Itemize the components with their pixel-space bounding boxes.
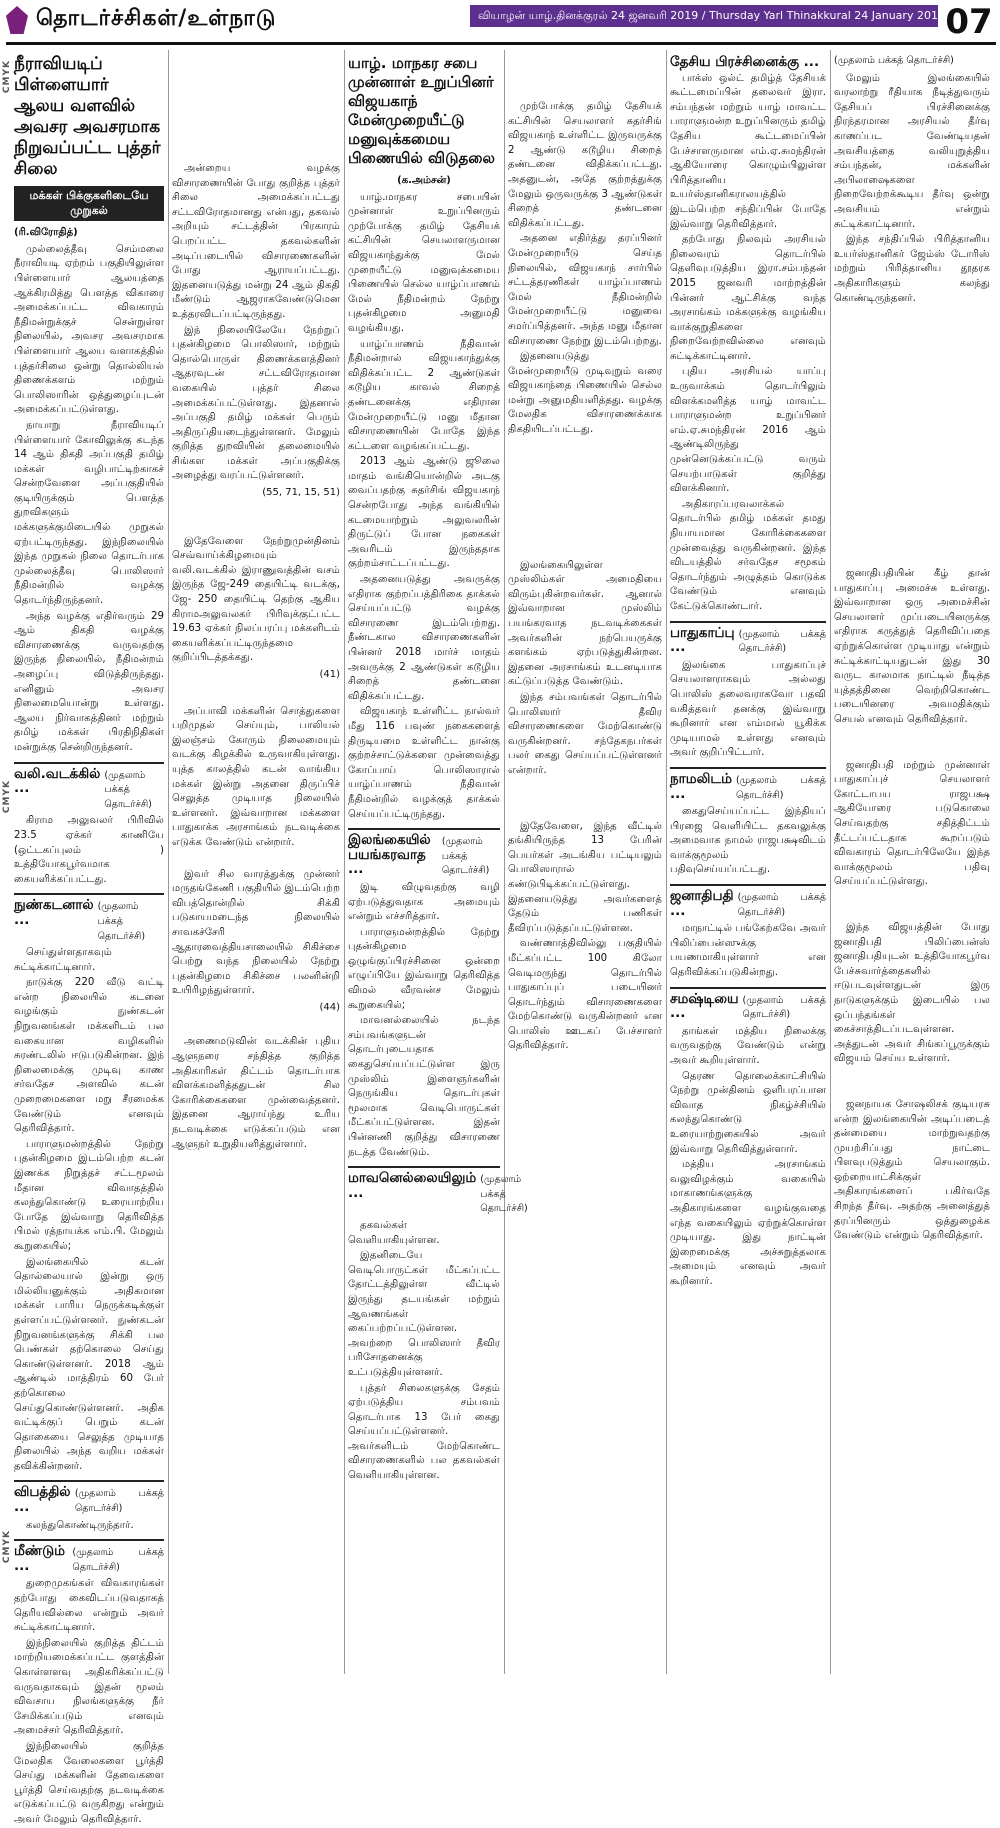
article-paragraph: இதேவேளை, இந்த வீட்டில் தங்கியிருந்த 13 பேரின் பெயர்கள் அடங்கிய பட்டியலும் பொலிஸாரால் கண்டுபிடிக்கப்பட்டுள்ளது. இதனையடுத்து அவர்களைத் தேடும் பணிகள் தீவிரப்படுத்தப்பட்டுள்ளன. — [508, 820, 662, 934]
column-3 — [348, 50, 528, 1674]
article-paragraph: அந்த வழக்கு எதிர்வரும் 29 ஆம் திகதி வழக்கு விசாரணைக்கு வருவதற்கு இருந்த நிலையில், நீதிமன்றம் அழைப்பு விடுத்திருந்தது. எனினும் அவசர நிலைமையொன்று உள்ளது. ஆலய நிர்வாகத்தினர் மற்றும் தமிழ் மக்கள் பிரதிநிதிகள் மன்றுக்கு சென்றிருந்தனர். — [14, 610, 164, 753]
article-paragraph: இந் நிலையிலேயே நேற்றுப் புதன்கிழமை பொலிஸார், மற்றும் தொல்பொருள் திணைக்களத்தினர் ஆதரவுடன் சட்டவிரோதமான வகையில் புத்தர் சிலை அமைக்கப்பட்டுள்ளது. இதனால் அப்பகுதி தமிழ் மக்கள் பெரும் அதிருப்தியடைந்துள்ளனர். மேலும் குறித்த துறவியின் தலைமையில் சிங்கள மக்கள் அப்பகுதிக்கு அழைத்து வரப்பட்டுள்ளனர். — [172, 324, 340, 482]
column-divider — [504, 50, 505, 1674]
continuation-note: (முதலாம் பக்கத் தொடர்ச்சி) — [480, 1174, 528, 1215]
article-paragraph: இவர் சில வாரத்துக்கு முன்னர் மருதங்கேணி பகுதியில் இடம்பெற்ற விபத்தொன்றில் சிக்கி படுகாயமடைந்த நிலையில் சாவகச்சேரி ஆதாரவைத்தியசாலையில் சிகிச்சை பெற்று வந்த நிலையில் நேற்று புதன்கிழமை சிகிச்சை பலனின்றி உயிரிழந்துள்ளார். — [172, 868, 341, 997]
continuation-header — [14, 762, 164, 813]
column-divider — [344, 50, 345, 1674]
article-paragraph: நாயாறு நீராவியடிப் பிள்ளையார் கோவிலுக்கு கடந்த 14 ஆம் திகதி அப்பகுதி தமிழ் மக்கள் வழிபாட்டிற்காகச் சென்றவேளை அப்பகுதியில் குடியிருக்கும் பௌத்த துறவிகளும் மக்களுக்குமிடையில் முறுகல் ஏற்பட்டிருந்தது. இந்நிலையில் இந்த முறுகல் நிலை தொடர்பாக முல்லைத்தீவு பொலிஸார் நீதிமன்றில் வழக்கு தொடர்ந்திருந்தனர். — [14, 419, 164, 607]
article-paragraph: இதேவேளை நேற்றுமுன்தினம் செவ்வாய்க்கிழமையும் வலி.வடக்கில் இராணுவத்தின் வசம் இருந்த ஜே-249 தையிட்டி வடக்கு, ஜே- 250 தையிட்டி தெற்கு ஆகிய கிராமஅலுவலகர் பிரிவுக்குட்பட்ட 19.63 ஏக்கர் நிலப்பரப்பு மக்களிடம் கையளிக்கப்பட்டிருந்தமை குறிப்பிடத்தக்கது. — [172, 535, 340, 664]
article-paragraph: யாழ்.மாநகர சபையின் முன்னாள் உறுப்பினரும் முற்போக்கு தமிழ் தேசியக் கட்சியின் செயலாளருமான விஜயகாந்துக்கு மேல் முறையீட்டு மனுவுக்கமைய பிணையில் செல்ல யாழ்ப்பாணம் மேல் நீதிமன்றம் நேற்று புதன்கிழமை அனுமதி வழங்கியது. — [348, 191, 500, 334]
article-paragraph: தற்போது நிலவும் அரசியல் நிலைவரம் தொடர்பில் தெளிவுபடுத்திய இரா.சம்பந்தன் 2015 ஜனவரி மாற்றத்தின் பின்னர் ஆட்சிக்கு வந்த அரசாங்கம் மக்களுக்கு வழங்கிய வாக்குறுதிகளை நிறைவேற்றவில்லை எனவும் சுட்டிக்காட்டினார். — [670, 234, 826, 362]
article-paragraph: நாடுக்கு 220 வீடு வட்டி என்ற நிலையில் கடனை வழங்கும் நுண்கடன் நிறுவனங்கள் மக்களிடம் பல வகையான வழிகளில் சுரண்டலில் ஈடுபடுகின்றன. இந் நிலைமைக்கு முடிவு காண சர்வதேச அளவில் கடன் முறைமைகளை மறு சீரமைக்க வேண்டும் எனவும் தெரிவித்தார். — [14, 977, 164, 1135]
cmyk-mark: CMYK — [2, 1530, 12, 1564]
column-6 — [834, 50, 990, 1674]
article-paragraph: இந்நிலையில் குறித்த திட்டம் மாற்றியமைக்கப்பட்ட குளத்தின் கொள்ளளவு அதிகரிக்கப்பட்டு வருவதாகவும் இதன் மூலம் விவசாய நிலங்களுக்கு நீர் சேமிக்கப்படும் எனவும் அமைச்சர் தெரிவித்தார். — [14, 1637, 164, 1737]
article-paragraph: அதனையடுத்து அவருக்கு எதிராக குற்றப்பத்திரிகை தாக்கல் செய்யப்பட்டு வழக்கு விசாரணை இடம்பெற்றது. நீண்டகால விசாரணைகளின் பின்னர் 2018 மார்ச் மாதம் அவருக்கு 2 ஆண்டுகள் கடூழிய சிறைத் தண்டனை விதிக்கப்பட்டது. — [348, 574, 500, 702]
article-paragraph: கைதுசெய்யப்பட்ட இந்தியப் பிரஜை வெளியிட்ட தகவலுக்கு அமைவாக நாமல் ராஜபக்ஷவிடம் வாக்குமூலம் பதிவுசெய்யப்பட்டது. — [670, 806, 826, 876]
article-paragraph: பாராளுமன்றத்தில் நேற்று புதன்கிழமை ஒழுங்குப்பிரச்சினை ஒன்றை எழுப்பியே இவ்வாறு தெரிவித்த விமல் வீரவன்ச மேலும் கூறுகையில்; — [348, 926, 500, 1011]
article-paragraph: தகவல்கள் வெளியாகியுள்ளன. — [348, 1219, 440, 1246]
continuation-title: மாவனெல்லையிலும் ... — [348, 1170, 477, 1201]
article-paragraph: ஜனநாயக சோஷலிசக் குடியரசு என்ற இலங்கையின் அடிப்படைத் தன்மையை மாற்றுவதற்கு முயற்சிப்பது நாட்டை பிளவுபடுத்தும் செயலாகும். ஒற்றையாட்சிக்குள் அதிகாரங்களைப் பகிர்வதே சிறந்த தீர்வு. அதற்கு அனைத்துத் தரப்பினரும் ஒத்துழைக்க வேண்டும் என்றும் தெரிவித்தார். — [834, 1098, 990, 1242]
section-title: தொடர்ச்சிகள்/உள்நாடு — [36, 6, 277, 31]
continuation-note: (முதலாம் பக்கத் தொடர்ச்சி) — [834, 55, 954, 66]
column-4 — [508, 50, 662, 1674]
article-paragraph: யாழ்ப்பாணம் நீதிவான் நீதிமன்றால் விஜயகாந்துக்கு விதிக்கப்பட்ட 2 ஆண்டுகள் கடூழிய காவல் சிறைத் தண்டனைக்கு எதிரான மேன்முறையீட்டு மனு மீதான விசாரணையின் போதே இந்த கட்டளை வழங்கப்பட்டது. — [348, 338, 500, 452]
article-paragraph: மாவனல்லையில் நடந்த சம்பவங்களுடன் தொடர்புடையதாக கைதுசெய்யப்பட்டுள்ள இரு முஸ்லிம் இளைஞர்களின் நெருங்கிய தொடர்புகள் மூலமாக வெடிபொருட்கள் மீட்கப்பட்டுள்ளன. இதன் பின்னணி குறித்து விசாரணை நடத்த வேண்டும். — [348, 1015, 500, 1158]
continuation-note: (முதலாம் பக்கத் தொடர்ச்சி) — [441, 836, 490, 877]
continuation-title: விபத்தில் ... — [14, 1484, 71, 1516]
continuation-header — [670, 767, 826, 803]
subhead-buddha-statue: மக்கள் பிக்குகளிடையே முறுகல் — [14, 186, 164, 221]
article-paragraph: இதனையடுத்து மேன்முறையீடு முடிவுறும் வரை விஜயகாந்தை பிணையில் செல்ல மன்று அனுமதியளித்தது. வழக்கு மேலதிக விசாரணைக்காக திகதியிடப்பட்டது. — [508, 351, 662, 436]
continuation-note: (முதலாம் பக்கத் தொடர்ச்சி) — [97, 901, 146, 942]
continuation-title: ஜனாதிபதி ... — [670, 888, 734, 919]
article-paragraph: துறைமுகங்கள் விவகாரங்கள் தற்போது கைவிடப்படுவதாகத் தெரியவில்லை என்றும் அவர் சுட்டிக்காட்டினார். — [14, 1578, 164, 1634]
continuation-title: நுண்கடனால் ... — [14, 897, 94, 928]
continuation-note: (முதலாம் பக்கத் தொடர்ச்சி) — [735, 774, 826, 801]
article-paragraph: வண்ணாத்திவில்லு பகுதியில் மீட்கப்பட்ட 100 கிலோ வெடிமருந்து தொடர்பில் பாதுகாப்புப் படையினர் தொடர்ந்தும் விசாரணைகளை மேற்கொண்டு வருகின்றனர் என பொலிஸ் ஊடகப் பேச்சாளர் தெரிவித்தார். — [508, 938, 662, 1052]
article-paragraph: முல்லைத்தீவு செம்மலை நீராவியடி ஏற்றம் பகுதியிலுள்ள பிள்ளையார் ஆலயத்தை ஆக்கிரமித்து பௌத்த விகாரை அமைக்கப்பட்ட விவகாரம் நீதிமன்றுக்குச் சென்றுள்ள நிலையில், அவசர அவசரமாக பிள்ளையார் ஆலய வளாகத்தில் புத்தர்சிலை ஒன்று தொல்லியல் திணைக்களம் மற்றும் பொலிஸாரின் ஒத்துழைப்புடன் அமைக்கப்பட்டுள்ளது. — [14, 243, 164, 416]
header-rule — [6, 42, 996, 45]
article-paragraph: முற்போக்கு தமிழ் தேசியக் கட்சியின் செயலாளர் சுதர்சிங் விஜயகாந் உள்ளிட்ட இருவருக்கு 2 ஆண்டு கடூழிய சிறைத் தண்டனை விதிக்கப்பட்டது. அதனுடன், அதே குற்றத்துக்கு மேலும் ஒருவருக்கு 3 ஆண்டுகள் சிறைத் தண்டனை விதிக்கப்பட்டது. — [508, 101, 662, 229]
continuation-title: வலி.வடக்கில் ... — [14, 765, 101, 797]
article-paragraph: அதிகாரப்பரவலாக்கல் தொடர்பில் தமிழ் மக்கள் தமது நியாயமான கோரிக்கைகளை முன்வைத்து வருகின்றனர். இந்த விடயத்தில் சர்வதேச சமூகம் தொடர்ந்தும் அழுத்தம் கொடுக்க வேண்டும் எனவும் கேட்டுக்கொண்டார். — [670, 498, 826, 612]
continuation-title: தேசிய பிரச்சினைக்கு ... — [670, 54, 820, 70]
continuation-note: (முதலாம் பக்கத் தொடர்ச்சி) — [72, 1547, 164, 1573]
newspaper-logo-icon — [6, 6, 28, 34]
reference-number: (44) — [319, 1001, 340, 1013]
article-paragraph: மேலும் இலங்கையில் வரலாற்று ரீதியாக நீடித்துவரும் தேசியப் பிரச்சினைக்கு நிரந்தரமான அரசியல் தீர்வு காணப்பட வேண்டியதன் அவசியத்தை வலியுறுத்திய சம்பந்தன், மக்களின் அபிலாஷைகளை நிறைவேற்றக்கூடிய தீர்வு ஒன்று அவசியம் என்றும் சுட்டிக்காட்டினார். — [834, 72, 990, 230]
article-paragraph: கலந்துகொண்டிருந்தார். — [26, 1519, 134, 1531]
article-paragraph: அணைமடுவின் வடக்கின் புதிய ஆளுநரை சந்தித்த குறித்த அதிகாரிகள் திட்டம் தொடர்பாக விளக்கமளித்ததுடன் சில கோரிக்கைகளை முன்வைத்தனர். இதனை ஆராய்ந்து உரிய நடவடிக்கை எடுக்கப்படும் என ஆளுநர் உறுதியளித்துள்ளார். — [172, 1036, 340, 1150]
continuation-header — [670, 884, 826, 920]
article-paragraph: இந்த சந்திப்பில் பிரித்தானிய உயர்ஸ்தானிகர் ஜேம்ஸ் டோரிஸ் மற்றும் பிரித்தானிய தூதரக அதிகாரிகளும் கலந்து கொண்டிருந்தனர். — [834, 234, 990, 304]
continuation-note: (முதலாம் பக்கத் தொடர்ச்சி) — [74, 1488, 164, 1515]
continuation-header — [670, 621, 826, 657]
article-paragraph: இலங்கை பாதுகாப்புச் செயலாளராகவும் அல்லது பொலிஸ் தலைவராகவோ பதவி வகித்தவர் தனக்கு இவ்வாறு கூறினார் என எம்மால் யூகிக்க முடியாமல் உள்ளது எனவும் அவர் குறிப்பிட்டார். — [670, 659, 826, 759]
column-5 — [670, 50, 826, 1674]
headline-buddha-statue: நீராவியடிப் பிள்ளையார் ஆலய வளவில் அவசர அவசரமாக நிறுவப்பட்ட புத்தர் சிலை — [14, 54, 161, 179]
continuation-note: (முதலாம் பக்கத் தொடர்ச்சி) — [738, 628, 826, 655]
continuation-title: மீண்டும் ... — [14, 1543, 65, 1574]
article-paragraph: ஜனாதிபதி மற்றும் முன்னாள் பாதுகாப்புச் செயலாளர் கோட்டாபய ராஜபக்ஷ ஆகியோரை படுகொலை செய்வதற்கு சதித்திட்டம் தீட்டப்பட்டதாக கூறப்படும் விவகாரம் தொடர்பிலேயே இந்த வாக்குமூலம் பதிவு செய்யப்பட்டுள்ளது. — [834, 759, 990, 888]
cmyk-mark: CMYK — [2, 780, 12, 814]
article-paragraph: இதனிடையே வெடிபொருட்கள் மீட்கப்பட்ட தோட்டத்திலுள்ள வீட்டில் இருந்து தடயங்கள் மற்றும் ஆவணங்கள் கைப்பற்றப்பட்டுள்ளன. அவற்றை பொலிஸார் தீவிர பரிசோதனைக்கு உட்படுத்தியுள்ளனர். — [348, 1250, 500, 1378]
article-paragraph: செய்துள்ளதாகவும் சுட்டிக்காட்டினார். — [14, 947, 112, 973]
article-paragraph: இடி விழுவதற்கு வழி ஏற்படுத்துவதாக அமையும் என்றும் எச்சரித்தார். — [348, 881, 500, 923]
continuation-title: பாதுகாப்பு ... — [670, 624, 735, 656]
date-band: வியாழன் யாழ்.தினக்குரல் 24 ஜனவரி 2019 / Thursday Yarl Thinakkural 24 January 2019 — [470, 5, 938, 27]
cmyk-mark: CMYK — [2, 60, 12, 94]
continuation-header — [670, 52, 826, 70]
article-paragraph: புதிய அரசியல் யாப்பு உருவாக்கம் தொடர்பிலும் விளக்கமளித்த யாழ் மாவட்ட பாராளுமன்ற உறுப்பினர் எம்.ஏ.சுமந்திரன் 2016 ஆம் ஆண்டிலிருந்து முன்னெடுக்கப்பட்டு வரும் செயற்பாடுகள் குறித்து விளக்கினார். — [670, 366, 826, 495]
article-paragraph: விஜயகாந் உள்ளிட்ட நால்வர் மீது 116 பவுண் நகைகளைத் திருடியமை உள்ளிட்ட நான்கு குற்றச்சாட்டுக்களை முன்வைத்து கோப்பாய் பொலிஸாரால் யாழ்ப்பாணம் நீதிவான் நீதிமன்றில் வழக்குத் தாக்கல் செய்யப்பட்டிருந்தது. — [348, 706, 500, 820]
article-paragraph: இந்த விஜயத்தின் போது ஜனாதிபதி பிலிப்பைன்ஸ் ஜனாதிபதியுடன் உத்தியோகபூர்வ பேச்சுவார்த்தைகளில் ஈடுபடவுள்ளதுடன் இரு நாடுகளுக்கும் இடையில் பல ஒப்பந்தங்கள் கைச்சாத்திடப்படவுள்ளன. அத்துடன் அவர் சிங்கப்பூருக்கும் விஜயம் செய்ய உள்ளார். — [834, 921, 990, 1065]
continuation-note: (முதலாம் பக்கத் தொடர்ச்சி) — [742, 994, 826, 1021]
column-divider — [666, 50, 667, 1674]
article-paragraph: அன்றைய வழக்கு விசாரணையின் போது குறித்த புத்தர் சிலை அமைக்கப்பட்டது சட்டவிரோதமானது என்பது, தகவல் அறியும் சட்டத்தின் பிரகாரம் பெறப்பட்ட தகவல்களின் அடிப்படையில் விசாரணைகளின் போது ஆராயப்பட்டது. இதனையடுத்து மன்று 24 ஆம் திகதி மீண்டும் ஆஜராகவேண்டுமென உத்தரவிடப்பட்டிருந்தது. — [172, 163, 340, 320]
reference-number: (55, 71, 15, 51) — [262, 487, 340, 499]
article-paragraph: புத்தர் சிலைகளுக்கு சேதம் ஏற்படுத்திய சம்பவம் தொடர்பாக 13 பேர் கைது செய்யப்பட்டுள்ளனர். அவர்களிடம் மேற்கொண்ட விசாரணைகளில் பல தகவல்கள் வெளியாகியுள்ளன. — [348, 1382, 500, 1482]
article-paragraph: இந்நிலையில் குறித்த மேலதிக வேலைகளை பூர்த்தி செய்து மக்களின் தேவைகளை பூர்த்தி செய்வதற்கு நடவடிக்கை எடுக்கப்பட்டு வருகிறது என்றும் அவர் மேலும் தெரிவித்தார். — [14, 1740, 164, 1825]
article-paragraph: இலங்கையிலுள்ள முஸ்லிம்கள் அமைதியை விரும்புகின்றவர்கள். ஆனால் இவ்வாறான முஸ்லிம் பயங்கரவாத நடவடிக்கைகள் அவர்களின் நற்பெயருக்கு களங்கம் ஏற்படுத்துகின்றன. இதனை அரசாங்கம் உடனடியாக கட்டுப்படுத்த வேண்டும். — [508, 559, 662, 688]
column-1 — [14, 50, 164, 1825]
article-paragraph: பாராளுமன்றத்தில் நேற்று புதன்கிழமை இடம்பெற்ற கடன் இணக்க நிறுத்தச் சட்டமூலம் மீதான விவாதத்தில் கலந்துகொண்டு உரையாற்றிய போதே இவ்வாறு தெரிவித்த பிமல் ரத்நாயக்க எம்.பி. மேலும் கூறுகையில்; — [14, 1138, 164, 1252]
byline: (க.அம்சன்) — [397, 175, 451, 186]
continuation-title: நாமலிடம் ... — [670, 770, 732, 802]
article-paragraph: மாநாட்டில் பங்கேற்கவே அவர் பிலிப்பைன்ஸுக்கு பயணமாகியுள்ளார் என தெரிவிக்கப்படுகின்றது. — [670, 923, 826, 979]
continuation-note: (முதலாம் பக்கத் தொடர்ச்சி) — [104, 769, 152, 810]
continuation-header — [14, 893, 164, 944]
continuation-header — [348, 828, 500, 879]
article-paragraph: இந்த சம்பவங்கள் தொடர்பில் பொலிஸார் தீவிர விசாரணைகளை மேற்கொண்டு வருகின்றனர். சந்தேகநபர்கள் பலர் கைது செய்யப்பட்டுள்ளனர் என்றார். — [508, 692, 662, 776]
article-paragraph: 2013 ஆம் ஆண்டு ஜூலை மாதம் வங்கியொன்றில் அடகு வைப்பதற்கு சுதர்சிங் விஜயகாந் சென்றபோது அந்த வங்கியில் கடமையாற்றும் அலுவலரின் திருட்டுப் போன நகைகள் அவரிடம் இருந்ததாக குற்றம்சாட்டப்பட்டது. — [348, 456, 500, 570]
column-divider — [830, 50, 831, 1674]
headline-jaffna-council: யாழ். மாநகர சபை முன்னாள் உறுப்பினர் விஜயகாந் மேன்முறையீட்டு மனுவுக்கமைய பிணையில் விடுதலை — [348, 54, 495, 167]
article-paragraph: தாங்கள் மத்திய நிலைக்கு வருவதற்கு வேண்டும் என்று அவர் கூறியுள்ளார். — [670, 1025, 826, 1066]
article-paragraph: பாக்ஸ் ஒல்ட் தமிழ்த் தேசியக் கூட்டமைப்பின் தலைவர் இரா. சம்பந்தன் மற்றும் யாழ் மாவட்ட பாராளுமன்ற உறுப்பினரும் தமிழ் தேசிய கூட்டமைப்பின் பேச்சாளருமான எம்.ஏ.சுமந்திரன் ஆகியோரை கொழும்பிலுள்ள பிரித்தானிய உயர்ஸ்தானிகராலயத்தில் இடம்பெற்ற சந்திப்பின் போதே இவ்வாறு தெரிவித்தார். — [670, 72, 826, 230]
page-number: 07 — [945, 2, 993, 42]
byline: (ரி.விரோதித்) — [14, 227, 78, 239]
column-divider — [168, 50, 169, 1674]
article-paragraph: கிராம அலுவலர் பிரிவில் 23.5 ஏக்கர் காணியே (ஒட்டகப்புலம் ) உத்தியோகபூர்வமாக கையளிக்கப்பட்டது. — [14, 815, 164, 885]
continuation-title: சமஷ்டியை ... — [670, 990, 739, 1022]
article-paragraph: தெரண தொலைக்காட்சியில் நேற்று முன்தினம் ஒளிபரப்பான விவாத நிகழ்ச்சியில் கலந்துகொண்டு உரையாற்றுகையில் அவர் இவ்வாறு தெரிவித்துள்ளார். — [670, 1070, 826, 1155]
continuation-header — [14, 1480, 164, 1516]
article-paragraph: இலங்கையில் கடன் தொல்லையால் இன்று ஒரு மில்லியனுக்கும் அதிகமான மக்கள் பாரிய நெருக்கடிக்குள் தள்ளப்பட்டுள்ளனர். நுண்கடன் நிறுவனங்களுக்கு சிக்கி பல பெண்கள் தற்கொலை செய்து கொண்டுள்ளனர். 2018 ஆம் ஆண்டில் மாத்திரம் 60 பேர் தற்கொலை செய்துகொண்டுள்ளனர். அதிக வட்டிக்குப் பெறும் கடன் தொகையை செலுத்த முடியாத நிலையில் அந்த வறிய மக்கள் தவிக்கின்றனர். — [14, 1256, 164, 1472]
article-paragraph: அதனை எதிர்த்து தரப்பினர் மேன்முறையீடு செய்த நிலையில், விஜயகாந் சார்பில் சட்டத்தரணிகள் யாழ்ப்பாணம் மேல் நீதிமன்றில் மேன்முறையீட்டு மனுவை சமர்ப்பித்தனர். அந்த மனு மீதான விசாரணை நேற்று இடம்பெற்றது. — [508, 233, 662, 347]
continuation-note: (முதலாம் பக்கத் தொடர்ச்சி) — [737, 892, 826, 918]
article-paragraph: மத்திய அரசாங்கம் வலுவிழக்கும் வகையில் மாகாணங்களுக்கு அதிகாரங்களை வழங்குவதை எந்த வகையிலும் ஏற்றுக்கொள்ள முடியாது. இது நாட்டின் இறைமைக்கு அச்சுறுத்தலாக அமையும் எனவும் அவர் கூறினார். — [670, 1159, 826, 1287]
reference-number: (41) — [319, 669, 340, 680]
continuation-header — [14, 1539, 164, 1575]
continuation-title: இலங்கையில் பயங்கரவாத ... — [348, 832, 431, 878]
continuation-header — [670, 987, 826, 1023]
column-2 — [172, 50, 340, 1674]
article-paragraph: அப்பாவி மக்களின் சொத்துகளை பறிமுதல் செய்யும், பாலியல் இலஞ்சம் கோரும் நிலைமையும் வடக்கு கிழக்கில் உருவாகியுள்ளது. யுத்த காலத்தில் கடன் வாங்கிய மக்கள் இன்று அதனை திருப்பிச் செலுத்த முடியாத நிலையில் உள்ளனர். இவ்வாறான மக்களை பாதுகாக்க அரசாங்கம் நடவடிக்கை எடுக்க வேண்டும் என்றார். — [172, 705, 340, 848]
page-header — [0, 0, 1000, 48]
article-paragraph: ஜனாதிபதியின் கீழ் தான் பாதுகாப்பு அமைச்சு உள்ளது. இவ்வாறான ஒரு அமைச்சின் செயலாளர் முப்படையினருக்கு எதிராக கருத்துத் தெரிவிப்பதை ஏற்றுக்கொள்ள முடியாது என்றும் சுட்டிக்காட்டியதுடன் இது 30 வருட காலமாக நாட்டில் நீடித்த யுத்தத்தினை வெற்றிகொண்ட படையினரை அவமதிக்கும் செயல் எனவும் தெரிவித்தார். — [834, 568, 990, 726]
continuation-header — [348, 1166, 528, 1217]
